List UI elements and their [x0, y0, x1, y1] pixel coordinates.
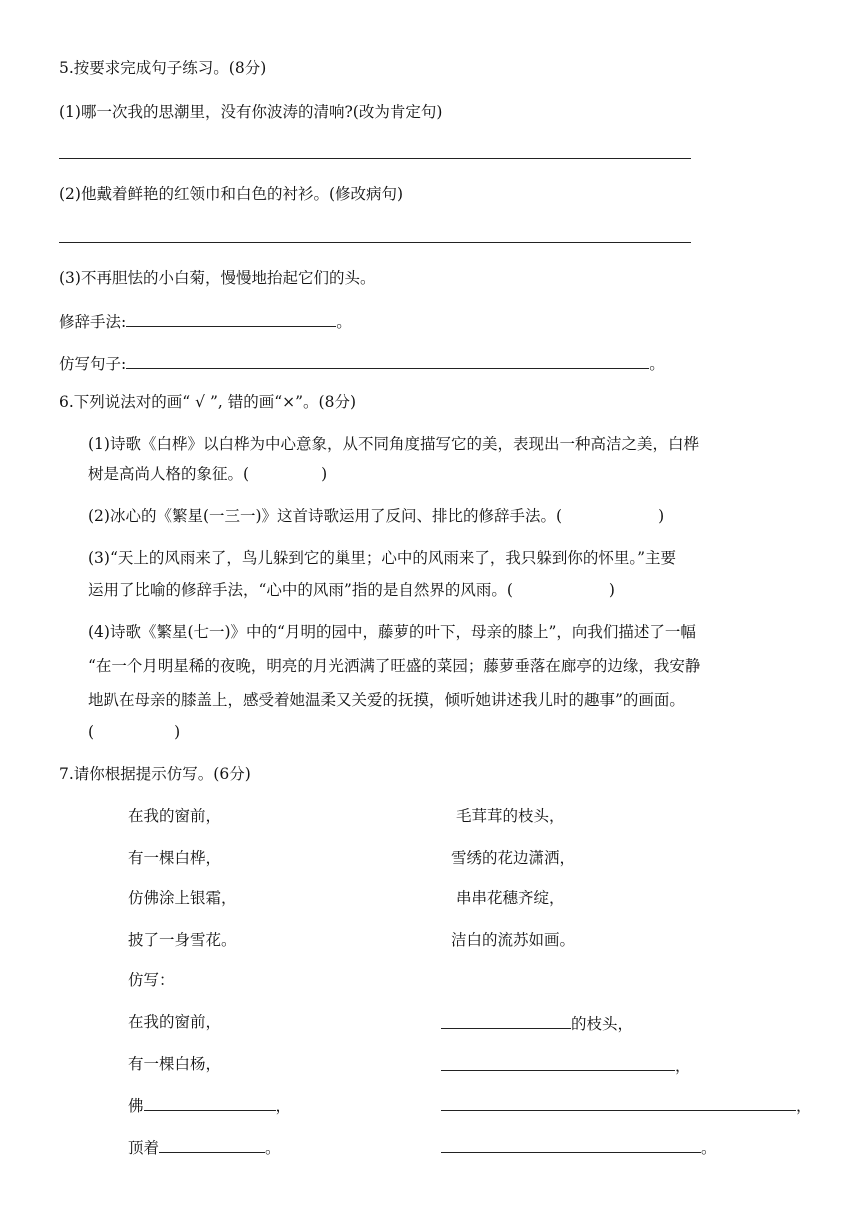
q7-answer-left-4	[128, 1136, 281, 1158]
q5-rhetoric-row	[59, 310, 352, 332]
q7-answer-left-4-prefix: 顶着	[128, 1139, 160, 1157]
q7-answer-right-4	[441, 1136, 717, 1158]
q7-answer-right-3-end: ，	[796, 1097, 812, 1115]
q7-answer-right-2-blank[interactable]	[441, 1054, 675, 1071]
q5-rhetoric-label: 修辞手法:	[59, 313, 127, 331]
q7-left-poem-line-3: 仿佛涂上银霜，	[128, 889, 237, 907]
q6-item-1-text: 树是高尚人格的象征。(	[88, 465, 250, 483]
q6-item-3-text: 运用了比喻的修辞手法，“心中的风雨”指的是自然界的风雨。(	[88, 581, 513, 599]
q7-answer-left-4-blank[interactable]	[159, 1136, 265, 1153]
q5-item-2-answer-line[interactable]	[59, 242, 691, 243]
q5-heading: 5.按要求完成句子练习。(8分)	[59, 59, 267, 77]
q6-item-1-close: )	[321, 465, 328, 483]
q6-item-4-line-2: “在一个月明星稀的夜晚，明亮的月光洒满了旺盛的菜园；藤萝垂落在廊亭的边缘，我安静	[88, 657, 701, 675]
q6-heading: 6.下列说法对的画“ √ ”, 错的画“×”。(8分)	[59, 393, 357, 411]
q5-imitate-row	[59, 352, 665, 374]
q5-item-3: (3)不再胆怯的小白菊，慢慢地抬起它们的头。	[59, 269, 376, 287]
q7-answer-left-3-prefix: 佛	[128, 1097, 144, 1115]
q6-item-3-line-2	[88, 580, 615, 600]
q7-answer-right-2	[441, 1054, 691, 1076]
q7-answer-right-1-suffix: 的枝头，	[571, 1015, 634, 1033]
q5-rhetoric-end: 。	[336, 313, 352, 331]
q7-answer-right-4-end: 。	[701, 1139, 717, 1157]
q5-imitate-label: 仿写句子:	[59, 355, 127, 373]
q6-item-2-close: )	[658, 507, 665, 525]
q6-item-4-line-3: 地趴在母亲的膝盖上，感受着她温柔又关爱的抚摸，倾听她讲述我儿时的趣事”的画面。	[88, 691, 685, 709]
q7-answer-right-1-blank[interactable]	[441, 1012, 571, 1029]
q7-answer-right-3-blank[interactable]	[441, 1094, 796, 1111]
q5-item-2: (2)他戴着鲜艳的红领巾和白色的衬衫。(修改病句)	[59, 185, 404, 203]
q7-answer-right-2-end: ，	[675, 1057, 691, 1075]
q6-item-2	[88, 506, 664, 526]
q7-answer-left-4-end: 。	[265, 1139, 281, 1157]
q7-answer-left-1: 在我的窗前，	[128, 1013, 222, 1031]
q7-right-poem-line-2: 雪绣的花边潇洒，	[451, 849, 576, 867]
q7-answer-right-4-blank[interactable]	[441, 1136, 701, 1153]
q6-item-4-open: (	[88, 723, 95, 741]
q7-right-poem-line-4: 洁白的流苏如画。	[451, 931, 576, 949]
q6-item-1-line-1: (1)诗歌《白桦》以白桦为中心意象，从不同角度描写它的美，表现出一种高洁之美，白桦	[88, 435, 699, 453]
q6-item-2-text: (2)冰心的《繁星(一三一)》这首诗歌运用了反问、排比的修辞手法。(	[88, 507, 563, 525]
q7-right-poem-line-1: 毛茸茸的枝头，	[456, 807, 565, 825]
q5-rhetoric-blank[interactable]	[126, 310, 336, 327]
q7-answer-right-1	[441, 1012, 633, 1034]
q5-item-1-answer-line[interactable]	[59, 158, 691, 159]
q6-item-4-line-1: (4)诗歌《繁星(七一)》中的“月明的园中，藤萝的叶下，母亲的膝上”，向我们描述了一幅	[88, 623, 696, 641]
q7-answer-left-2: 有一棵白杨，	[128, 1055, 222, 1073]
q6-item-1-line-2	[88, 464, 327, 484]
q6-item-3-line-1: (3)“天上的风雨来了，鸟儿躲到它的巢里；心中的风雨来了，我只躲到你的怀里。”主要	[88, 549, 677, 567]
q7-answer-right-3	[441, 1094, 812, 1116]
q5-imitate-end: 。	[649, 355, 665, 373]
q6-item-4-line-4	[88, 722, 180, 742]
q7-answer-left-3-blank[interactable]	[144, 1094, 276, 1111]
q7-answer-left-3	[128, 1094, 291, 1116]
q7-left-poem-line-1: 在我的窗前，	[128, 807, 222, 825]
q7-heading: 7.请你根据提示仿写。(6分)	[59, 765, 251, 783]
q5-item-1: (1)哪一次我的思潮里，没有你波涛的清响?(改为肯定句)	[59, 103, 443, 121]
q6-item-3-close: )	[608, 581, 615, 599]
q7-left-poem-line-4: 披了一身雪花。	[128, 931, 237, 949]
q5-imitate-blank[interactable]	[126, 352, 649, 369]
q7-left-poem-line-2: 有一棵白桦，	[128, 849, 222, 867]
q7-right-poem-line-3: 串串花穗齐绽，	[456, 889, 565, 907]
q7-answer-left-3-end: ，	[275, 1097, 292, 1115]
q6-item-4-close: )	[174, 723, 181, 741]
q7-imitate-label: 仿写：	[128, 971, 175, 989]
